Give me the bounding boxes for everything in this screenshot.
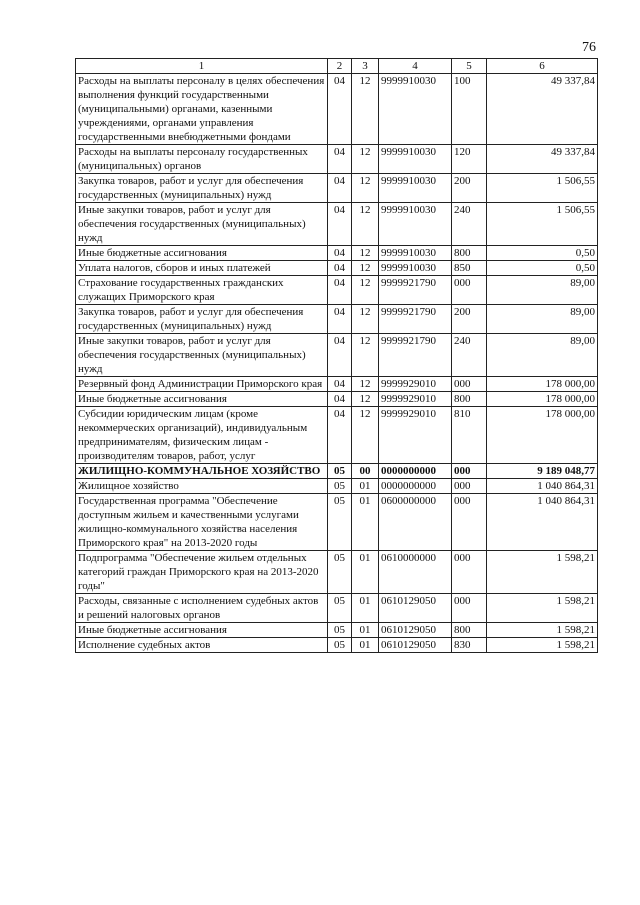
cell-amount: 0,50: [487, 261, 598, 276]
cell-amount: 9 189 048,77: [487, 464, 598, 479]
table-row: [76, 407, 598, 464]
cell-subsection: 12: [352, 174, 379, 203]
cell-code: 0600000000: [379, 494, 452, 551]
cell-section: 04: [328, 74, 352, 145]
cell-section: 05: [328, 551, 352, 594]
cell-amount: 178 000,00: [487, 392, 598, 407]
cell-subsection: 12: [352, 305, 379, 334]
cell-name: Иные бюджетные ассигнования: [76, 623, 328, 638]
cell-kind: 000: [452, 594, 487, 623]
table-row: [76, 464, 598, 479]
cell-name: Резервный фонд Администрации Приморского края: [76, 377, 328, 392]
cell-amount: 1 506,55: [487, 203, 598, 246]
cell-code: 9999921790: [379, 305, 452, 334]
cell-section: 04: [328, 203, 352, 246]
cell-code: 9999910030: [379, 74, 452, 145]
cell-code: 0000000000: [379, 479, 452, 494]
cell-kind: 120: [452, 145, 487, 174]
cell-kind: 800: [452, 392, 487, 407]
cell-amount: 1 598,21: [487, 638, 598, 653]
cell-code: 9999910030: [379, 174, 452, 203]
cell-name: Закупка товаров, работ и услуг для обеспечения государственных (муниципальных) нужд: [76, 174, 328, 203]
cell-kind: 240: [452, 334, 487, 377]
cell-kind: 850: [452, 261, 487, 276]
cell-code: 9999910030: [379, 246, 452, 261]
cell-name: Расходы, связанные с исполнением судебных актов и решений налоговых органов: [76, 594, 328, 623]
cell-section: 04: [328, 174, 352, 203]
cell-code: 0610000000: [379, 551, 452, 594]
cell-section: 05: [328, 623, 352, 638]
cell-code: 0610129050: [379, 638, 452, 653]
table-row: [76, 494, 598, 551]
cell-code: 0000000000: [379, 464, 452, 479]
cell-amount: 1 598,21: [487, 623, 598, 638]
table-row: [76, 203, 598, 246]
cell-amount: 89,00: [487, 334, 598, 377]
cell-kind: 830: [452, 638, 487, 653]
page-number: 76: [582, 40, 596, 55]
cell-name: Исполнение судебных актов: [76, 638, 328, 653]
header-cell-kind: 5: [452, 59, 487, 74]
cell-subsection: 12: [352, 145, 379, 174]
table-row: [76, 392, 598, 407]
cell-kind: 000: [452, 551, 487, 594]
budget-table: [75, 58, 598, 653]
cell-amount: 89,00: [487, 305, 598, 334]
cell-section: 04: [328, 145, 352, 174]
cell-name: Закупка товаров, работ и услуг для обеспечения государственных (муниципальных) нужд: [76, 305, 328, 334]
cell-amount: 49 337,84: [487, 74, 598, 145]
table-row: [76, 145, 598, 174]
cell-kind: 000: [452, 479, 487, 494]
header-cell-subsection: 3: [352, 59, 379, 74]
table-row: [76, 551, 598, 594]
cell-name: Расходы на выплаты персоналу в целях обеспечения выполнения функций государственными (муниципальными) органами, казенными учреждениями, органами управления государственными внебюджетными фондами: [76, 74, 328, 145]
cell-subsection: 01: [352, 551, 379, 594]
cell-section: 04: [328, 246, 352, 261]
cell-name: Иные бюджетные ассигнования: [76, 392, 328, 407]
cell-name: ЖИЛИЩНО-КОММУНАЛЬНОЕ ХОЗЯЙСТВО: [76, 464, 328, 479]
cell-code: 9999929010: [379, 407, 452, 464]
cell-subsection: 12: [352, 203, 379, 246]
header-cell-amount: 6: [487, 59, 598, 74]
cell-name: Подпрограмма "Обеспечение жильем отдельных категорий граждан Приморского края на 2013-2020 годы": [76, 551, 328, 594]
cell-subsection: 12: [352, 377, 379, 392]
table-row: [76, 261, 598, 276]
cell-amount: 0,50: [487, 246, 598, 261]
cell-amount: 1 506,55: [487, 174, 598, 203]
cell-amount: 1 040 864,31: [487, 494, 598, 551]
header-row: [76, 59, 598, 74]
cell-section: 05: [328, 464, 352, 479]
table-row: [76, 276, 598, 305]
table-row: [76, 305, 598, 334]
table-row: [76, 623, 598, 638]
table-row: [76, 377, 598, 392]
cell-name: Иные закупки товаров, работ и услуг для обеспечения государственных (муниципальных) нужд: [76, 334, 328, 377]
cell-section: 05: [328, 594, 352, 623]
cell-subsection: 12: [352, 74, 379, 145]
cell-name: Иные закупки товаров, работ и услуг для обеспечения государственных (муниципальных) нужд: [76, 203, 328, 246]
table-row: [76, 74, 598, 145]
header-cell-code: 4: [379, 59, 452, 74]
table-row: [76, 479, 598, 494]
cell-code: 9999910030: [379, 203, 452, 246]
table-row: [76, 174, 598, 203]
cell-subsection: 01: [352, 494, 379, 551]
cell-kind: 000: [452, 276, 487, 305]
cell-code: 9999910030: [379, 145, 452, 174]
cell-name: Иные бюджетные ассигнования: [76, 246, 328, 261]
cell-section: 05: [328, 494, 352, 551]
cell-kind: 200: [452, 174, 487, 203]
cell-kind: 100: [452, 74, 487, 145]
cell-amount: 178 000,00: [487, 377, 598, 392]
cell-kind: 000: [452, 464, 487, 479]
cell-subsection: 12: [352, 246, 379, 261]
cell-kind: 810: [452, 407, 487, 464]
cell-code: 0610129050: [379, 594, 452, 623]
cell-name: Уплата налогов, сборов и иных платежей: [76, 261, 328, 276]
cell-name: Государственная программа "Обеспечение доступным жильем и качественными услугами жилищно-коммунального хозяйства населения Приморского края" на 2013-2020 годы: [76, 494, 328, 551]
cell-kind: 000: [452, 377, 487, 392]
cell-amount: 49 337,84: [487, 145, 598, 174]
cell-code: 0610129050: [379, 623, 452, 638]
cell-section: 04: [328, 334, 352, 377]
cell-subsection: 12: [352, 392, 379, 407]
table-row: [76, 246, 598, 261]
cell-amount: 1 598,21: [487, 594, 598, 623]
cell-code: 9999921790: [379, 334, 452, 377]
cell-code: 9999910030: [379, 261, 452, 276]
table-row: [76, 594, 598, 623]
cell-section: 04: [328, 377, 352, 392]
cell-section: 05: [328, 638, 352, 653]
cell-subsection: 12: [352, 276, 379, 305]
cell-subsection: 00: [352, 464, 379, 479]
cell-name: Страхование государственных гражданских служащих Приморского края: [76, 276, 328, 305]
cell-section: 04: [328, 305, 352, 334]
cell-name: Расходы на выплаты персоналу государственных (муниципальных) органов: [76, 145, 328, 174]
cell-subsection: 01: [352, 479, 379, 494]
cell-code: 9999929010: [379, 377, 452, 392]
cell-subsection: 01: [352, 623, 379, 638]
cell-subsection: 01: [352, 638, 379, 653]
cell-subsection: 12: [352, 407, 379, 464]
cell-section: 04: [328, 407, 352, 464]
cell-section: 04: [328, 392, 352, 407]
table-body: [76, 74, 598, 653]
table-row: [76, 638, 598, 653]
cell-amount: 178 000,00: [487, 407, 598, 464]
cell-amount: 1 040 864,31: [487, 479, 598, 494]
cell-code: 9999921790: [379, 276, 452, 305]
header-cell-section: 2: [328, 59, 352, 74]
cell-subsection: 01: [352, 594, 379, 623]
cell-amount: 1 598,21: [487, 551, 598, 594]
cell-kind: 000: [452, 494, 487, 551]
cell-kind: 240: [452, 203, 487, 246]
cell-amount: 89,00: [487, 276, 598, 305]
cell-section: 04: [328, 276, 352, 305]
cell-subsection: 12: [352, 334, 379, 377]
cell-section: 05: [328, 479, 352, 494]
cell-kind: 800: [452, 246, 487, 261]
cell-kind: 800: [452, 623, 487, 638]
cell-kind: 200: [452, 305, 487, 334]
cell-section: 04: [328, 261, 352, 276]
cell-code: 9999929010: [379, 392, 452, 407]
cell-name: Жилищное хозяйство: [76, 479, 328, 494]
header-cell-name: 1: [76, 59, 328, 74]
table-row: [76, 334, 598, 377]
cell-name: Субсидии юридическим лицам (кроме некоммерческих организаций), индивидуальным предпринимателям, физическим лицам - производителям товаров, работ, услуг: [76, 407, 328, 464]
cell-subsection: 12: [352, 261, 379, 276]
